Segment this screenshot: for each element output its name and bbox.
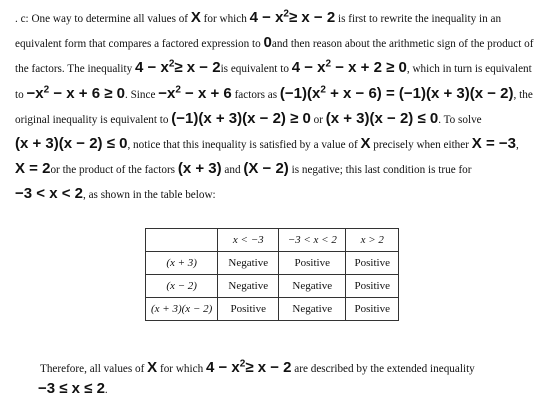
math-factorization: $(-1)(x^2 + x - 6) = (-1)(x + 3)(x - 2)$ [279,84,514,102]
text: is equivalent to [220,63,292,76]
table-cell: Negative [218,275,279,298]
text: , [515,139,519,152]
table-row [146,252,399,275]
text: , notice that this inequality is satisfied by a value of [127,139,361,152]
math-inequality: (x + 3)(x − 2) ≤ 0 [325,109,439,127]
math-inequality: (−1)(x + 3)(x − 2) ≥ 0 [171,109,311,127]
text: . c: One way to determine all values of [15,13,191,25]
table-cell: Negative [279,275,346,298]
text: , as shown in the table below: [82,189,216,202]
math-x: X [360,135,371,153]
table-row [146,298,399,321]
text: . Since [124,88,159,101]
math-inequality: $4 - x^2\ge x - 2$ [205,358,292,376]
math-inequality: $-x^2 - x + 6 \ge 0$ [26,84,125,102]
table-header: x < −3 [218,229,279,252]
math-equation: X = 2 [15,160,51,178]
row-label: (x − 2) [146,275,218,298]
text: precisely when either [370,139,472,152]
table-header [146,229,218,252]
text: . To solve [438,113,482,126]
text: is first to rewrite the inequality in an equivalent form that compares a factored expression to [15,13,502,51]
text: or [310,113,326,126]
math-expression: $-x^2 - x + 6$ [158,84,232,102]
row-label: (x + 3)(x − 2) [146,298,218,321]
math-factor: (X − 2) [243,160,289,178]
math-inequality: $4 - x^2\ge x - 2$ [249,8,336,26]
text: , the original inequality is equivalent to [15,88,533,126]
text: and then reason about the arithmetic sign of the product of the factors. The inequality [15,38,534,76]
solution-paragraph [15,6,535,208]
text: , which in turn is equivalent to [15,63,532,101]
text: and [221,164,244,177]
math-inequality: (x + 3)(x − 2) ≤ 0 [15,135,128,153]
conclusion-paragraph [40,358,540,400]
math-x: X [147,359,158,376]
text: or the product of the factors [50,164,178,177]
text: . [104,384,108,396]
text: are described by the extended inequality [291,363,475,375]
table-cell: Positive [346,298,399,321]
conclusion-line [40,358,540,379]
table-cell: Negative [218,252,279,275]
text: is negative; this last condition is true for [288,164,472,177]
table-header: −3 < x < 2 [279,229,346,252]
table-row [146,275,399,298]
table-header-row [146,229,399,252]
table-header: x > 2 [346,229,399,252]
math-inequality: $4 - x^2\ge x - 2$ [135,58,221,77]
math-factor: (x + 3) [177,160,222,178]
table-cell: Negative [279,298,346,321]
row-label: (x + 3) [146,252,218,275]
math-equation: X = −3 [471,135,516,153]
table-cell: Positive [346,275,399,298]
table-cell: Positive [218,298,279,321]
math-x: X [190,9,201,26]
text: for which [157,363,206,375]
text: factors as [231,88,280,101]
math-inequality: $4 - x^2 - x + 2 \ge 0$ [291,58,407,77]
text: Therefore, all values of [40,363,148,375]
math-final-answer: −3 ≤ x ≤ 2 [38,380,105,397]
table-cell: Positive [279,252,346,275]
math-zero: 0 [263,34,272,52]
table-cell: Positive [346,252,399,275]
sign-table [145,228,399,321]
conclusion-line [38,379,540,400]
math-range: −3 < x < 2 [15,185,83,203]
text: for which [200,13,250,25]
